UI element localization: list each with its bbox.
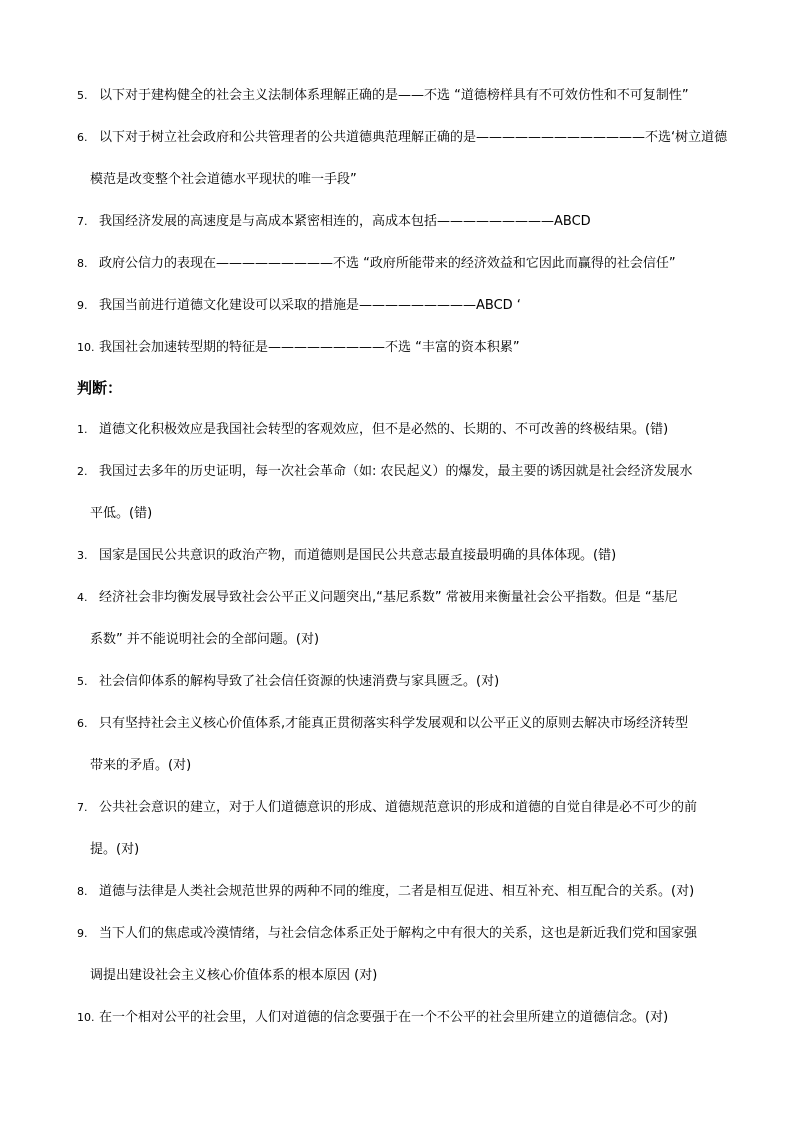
item-text-continued: 模范是改变整个社会道德水平现状的唯一手段” xyxy=(90,172,357,187)
item-text-continued: 带来的矛盾。(对) xyxy=(90,758,192,773)
item-text: 在一个相对公平的社会里，人们对道德的信念要强于在一个不公平的社会里所建立的道德信念。(对) xyxy=(99,1010,669,1025)
item-number: 2. xyxy=(77,465,88,478)
item-text: 国家是国民公共意识的政治产物，而道德则是国民公共意志最直接最明确的具体体现。(错) xyxy=(99,548,617,563)
item-number: 7. xyxy=(77,215,88,228)
item-text-continued: 系数” 并不能说明社会的全部问题。(对) xyxy=(90,632,320,647)
item-text: 道德文化积极效应是我国社会转型的客观效应，但不是必然的、长期的、不可改善的终极结果。(错) xyxy=(99,422,669,437)
item-number: 8. xyxy=(77,257,88,270)
item-number: 6. xyxy=(77,717,88,730)
item-text: 道德与法律是人类社会规范世界的两种不同的维度，二者是相互促进、相互补充、相互配合的关系。(对) xyxy=(99,884,695,899)
item-text: 我国过去多年的历史证明，每一次社会革命（如: 农民起义）的爆发，最主要的诱因就是社会经济发展水 xyxy=(99,464,693,479)
item-text-continued: 调提出建设社会主义核心价值体系的根本原因 (对) xyxy=(90,968,378,983)
item-number: 10. xyxy=(77,1011,95,1024)
item-text: 社会信仰体系的解构导致了社会信任资源的快速消费与家具匮乏。(对) xyxy=(99,674,500,689)
item-number: 10. xyxy=(77,341,95,354)
item-number: 7. xyxy=(77,801,88,814)
item-text: 只有坚持社会主义核心价值体系,才能真正贯彻落实科学发展观和以公平正义的原则去解决市场经济转型 xyxy=(99,716,689,731)
item-number: 8. xyxy=(77,885,88,898)
item-text: 以下对于树立社会政府和公共管理者的公共道德典范理解正确的是—————————————不选‘树立道德 xyxy=(99,130,728,145)
item-text: 公共社会意识的建立，对于人们道德意识的形成、道德规范意识的形成和道德的自觉自律是必不可少的前 xyxy=(99,800,698,815)
item-text: 经济社会非均衡发展导致社会公平正义问题突出,“基尼系数” 常被用来衡量社会公平指数。但是 “基尼 xyxy=(99,590,678,605)
item-text: 当下人们的焦虑或冷漠情绪，与社会信念体系正处于解构之中有很大的关系，这也是新近我们党和国家强 xyxy=(99,926,698,941)
item-text-continued: 平低。(错) xyxy=(90,506,153,521)
item-text: 我国社会加速转型期的特征是—————————不选 “丰富的资本积累” xyxy=(99,340,520,355)
item-number: 6. xyxy=(77,131,88,144)
item-number: 5. xyxy=(77,675,88,688)
item-text: 我国经济发展的高速度是与高成本紧密相连的，高成本包括—————————ABCD xyxy=(99,214,591,229)
item-number: 3. xyxy=(77,549,88,562)
item-text: 政府公信力的表现在—————————不选 “政府所能带来的经济效益和它因此而赢得的社会信任” xyxy=(99,256,676,271)
item-number: 1. xyxy=(77,423,88,436)
item-number: 5. xyxy=(77,89,88,102)
item-text: 以下对于建构健全的社会主义法制体系理解正确的是——不选 “道德榜样具有不可效仿性和不可复制性” xyxy=(99,88,689,103)
section-heading-judge: 判断： xyxy=(77,379,123,397)
item-text-continued: 提。(对) xyxy=(90,842,140,857)
item-number: 9. xyxy=(77,927,88,940)
item-number: 9. xyxy=(77,299,88,312)
item-number: 4. xyxy=(77,591,88,604)
item-text: 我国当前进行道德文化建设可以采取的措施是—————————ABCD ‘ xyxy=(99,298,521,313)
